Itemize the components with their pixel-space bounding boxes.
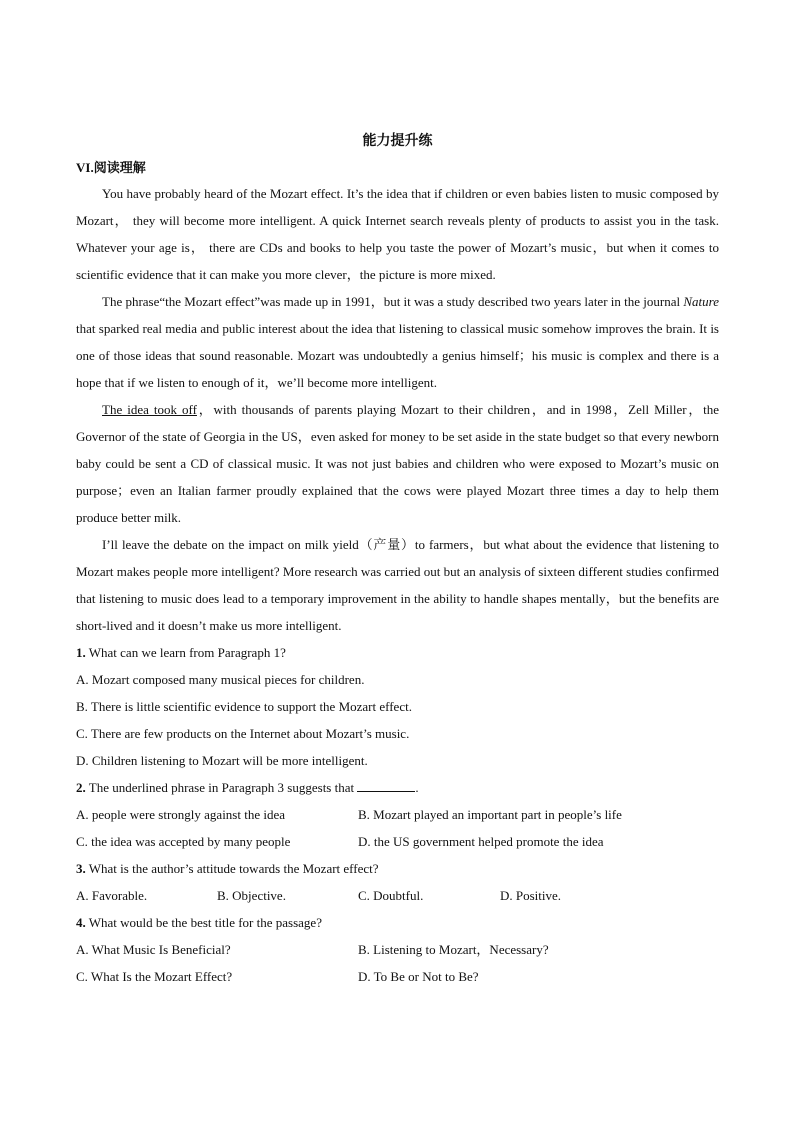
option-1b[interactable]: B. There is little scientific evidence to support the Mozart effect. — [76, 699, 412, 714]
question-stem: What would be the best title for the passage? — [85, 915, 322, 930]
paragraph-2-text-a: The phrase“the Mozart effect”was made up in 1991，but it was a study described two years later in the journal — [102, 294, 684, 309]
question-stem-end: . — [415, 780, 419, 795]
options-row — [76, 882, 719, 909]
passage-paragraph-1: You have probably heard of the Mozart effect. It’s the idea that if children or even babies listen to music composed by Mozart， they will become more intelligent. A quick Internet search reveals plenty of products to assist you in the task. Whatever your age is， there are CDs and books to help you taste the power of Mozart’s music，but when it comes to scientific evidence that it can make you more clever，the picture is more mixed. — [76, 186, 719, 282]
option-3c[interactable]: C. Doubtful. — [358, 888, 424, 903]
option-2b[interactable]: B. Mozart played an important part in people’s life — [358, 807, 622, 822]
underlined-phrase: The idea took off — [102, 402, 197, 417]
option-3d[interactable]: D. Positive. — [500, 888, 562, 903]
section-heading: VI.阅读理解 — [76, 160, 146, 175]
option-4d[interactable]: D. To Be or Not to Be? — [358, 969, 479, 984]
options-row — [76, 828, 719, 855]
page-title: 能力提升练 — [362, 133, 433, 149]
question-number: 3. — [76, 861, 86, 876]
passage-paragraph-3 — [76, 396, 719, 531]
question-stem: The underlined phrase in Paragraph 3 suggests that — [85, 780, 358, 795]
option-2d[interactable]: D. the US government helped promote the idea — [358, 834, 604, 849]
option-1c[interactable]: C. There are few products on the Internet about Mozart’s music. — [76, 726, 410, 741]
question-number: 2. — [76, 780, 86, 795]
question-number: 4. — [76, 915, 86, 930]
option-2c[interactable]: C. the idea was accepted by many people — [76, 834, 291, 849]
question-2 — [76, 774, 719, 801]
passage-paragraph-4: I’ll leave the debate on the impact on milk yield（产量）to farmers，but what about the evidence that listening to Mozart makes people more intelligent? More research was carried out but an analysis of sixteen different studies confirmed that listening to music does lead to a temporary improvement in the ability to handle shapes mentally，but the benefits are short-lived and it doesn’t make us more intelligent. — [76, 537, 719, 633]
option-3a[interactable]: A. Favorable. — [76, 888, 148, 903]
question-stem: What is the author’s attitude towards the Mozart effect? — [85, 861, 379, 876]
options-row — [76, 936, 719, 963]
question-stem: What can we learn from Paragraph 1? — [85, 645, 286, 660]
question-3 — [76, 855, 719, 882]
passage-paragraph-2 — [76, 288, 719, 396]
option-4c[interactable]: C. What Is the Mozart Effect? — [76, 969, 233, 984]
option-1d[interactable]: D. Children listening to Mozart will be more intelligent. — [76, 753, 368, 768]
options-row — [76, 801, 719, 828]
document-page — [76, 126, 719, 990]
option-4a[interactable]: A. What Music Is Beneficial? — [76, 942, 231, 957]
question-1 — [76, 639, 719, 666]
paragraph-3-text: ，with thousands of parents playing Mozart to their children，and in 1998，Zell Miller，the Governor of the state of Georgia in the US，even asked for money to be set aside in the state budget so that every newborn baby could be sent a CD of classical music. It was not just babies and children who were exposed to Mozart’s music on purpose；even an Italian farmer proudly explained that the cows were played Mozart three times a day to help them produce better milk. — [76, 402, 719, 525]
option-1a[interactable]: A. Mozart composed many musical pieces for children. — [76, 672, 365, 687]
options-row — [76, 963, 719, 990]
question-number: 1. — [76, 645, 86, 660]
option-4b[interactable]: B. Listening to Mozart，Necessary? — [358, 942, 549, 957]
paragraph-2-text-b: that sparked real media and public interest about the idea that listening to classical music somehow improves the brain. It is one of those ideas that sound reasonable. Mozart was undoubtedly a genius himself；his music is complex and there is a hope that if we listen to enough of it，we’ll become more intelligent. — [76, 321, 719, 390]
question-4 — [76, 909, 719, 936]
journal-name: Nature — [683, 294, 719, 309]
option-3b[interactable]: B. Objective. — [217, 888, 286, 903]
answer-blank[interactable] — [357, 779, 415, 792]
option-2a[interactable]: A. people were strongly against the idea — [76, 807, 286, 822]
